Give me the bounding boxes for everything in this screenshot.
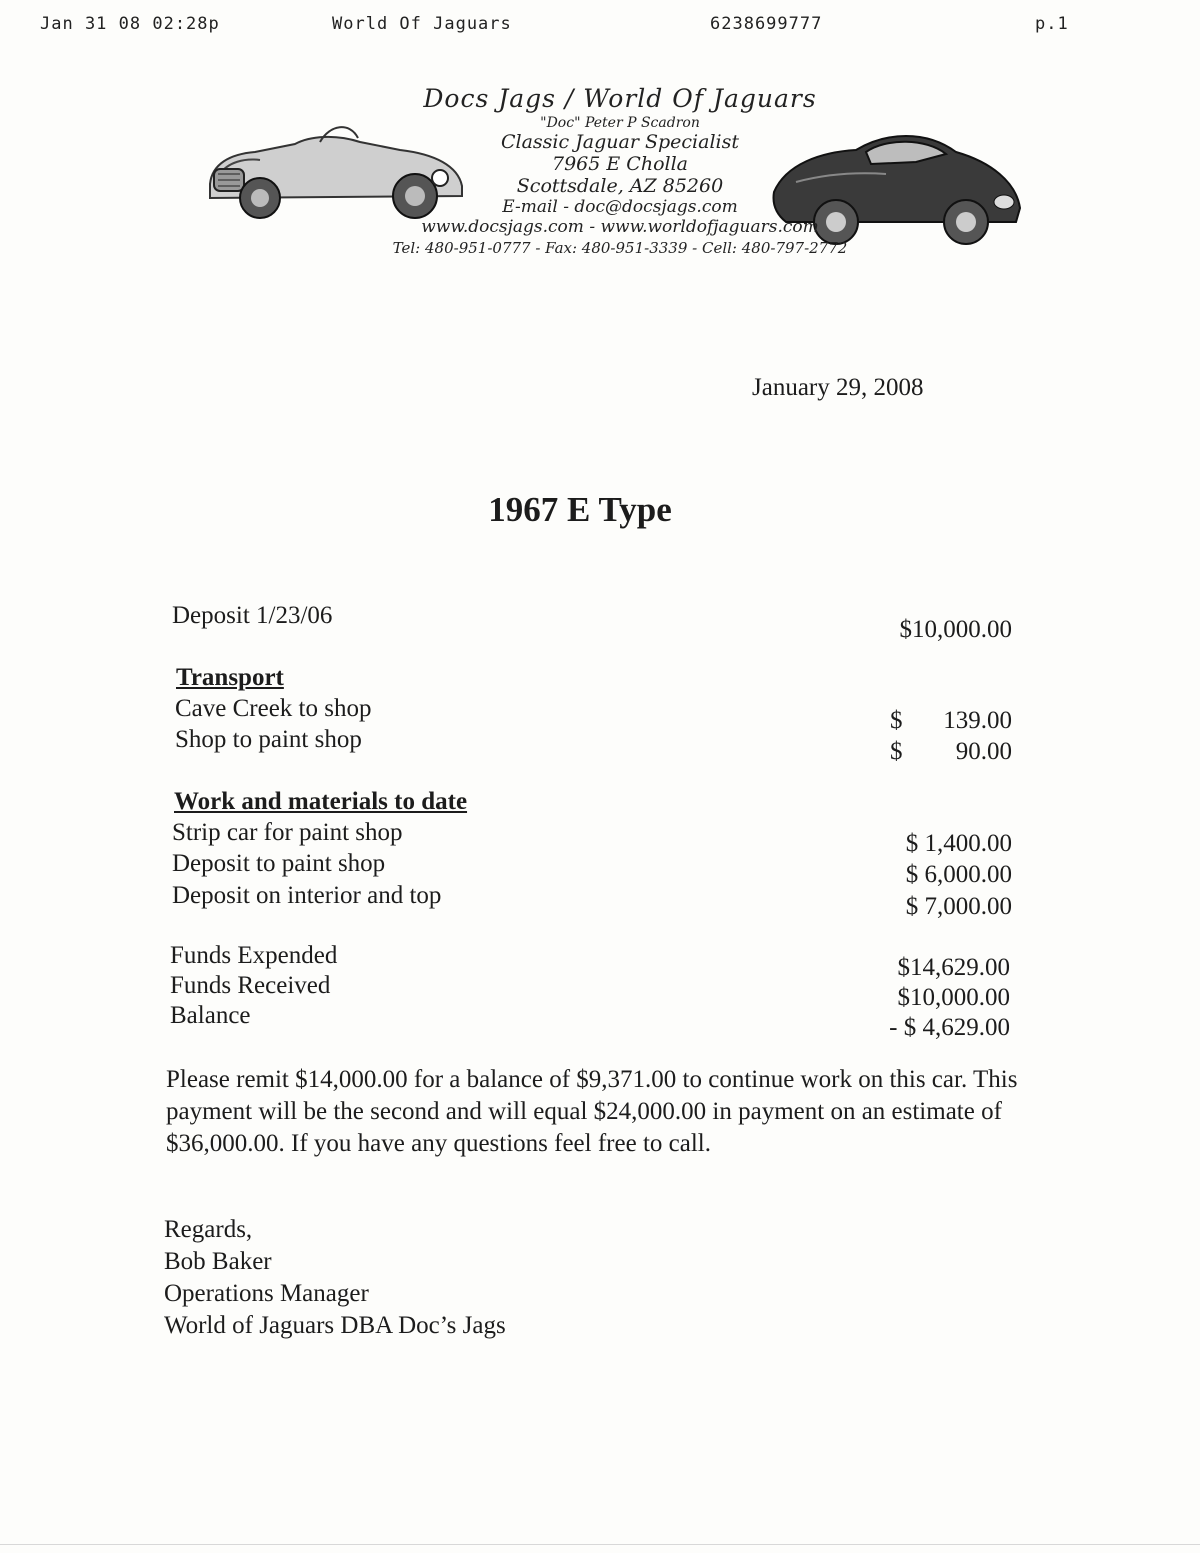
fax-header bbox=[40, 14, 1170, 38]
closing-salutation: Regards, bbox=[164, 1216, 253, 1243]
websites-line: www.docsjags.com - www.worldofjaguars.com bbox=[421, 217, 819, 237]
summary-item-amount: $10,000.00 bbox=[897, 984, 1010, 1011]
payment-request-paragraph: Please remit $14,000.00 for a balance of $9,371.00 to continue work on this car. This payment will be the second and will equal $24,000.00 in payment on an estimate of $36,000.00. If you have any questions feel free to call. bbox=[166, 1066, 1018, 1157]
fax-phone: 6238699777 bbox=[710, 14, 823, 34]
letter-date: January 29, 2008 bbox=[752, 374, 924, 401]
address-street: 7965 E Cholla bbox=[552, 153, 688, 175]
work-item-amount: $ 7,000.00 bbox=[905, 893, 1012, 920]
summary-item-label: Funds Expended bbox=[170, 942, 338, 969]
work-item-label: Deposit to paint shop bbox=[172, 850, 386, 877]
summary-item-amount: $14,629.00 bbox=[897, 954, 1010, 981]
work-item-amount: $ 1,400.00 bbox=[905, 830, 1012, 857]
email-line: E-mail - doc@docsjags.com bbox=[502, 197, 738, 217]
deposit-amount: $10,000.00 bbox=[899, 616, 1012, 643]
transport-item-amount: 139.00 bbox=[943, 707, 1012, 734]
summary-item-label: Funds Received bbox=[170, 972, 331, 999]
signer-name: Bob Baker bbox=[164, 1248, 272, 1275]
closing-block bbox=[164, 1214, 506, 1342]
company-name: Docs Jags / World Of Jaguars bbox=[423, 84, 817, 113]
signer-role: Operations Manager bbox=[164, 1280, 369, 1307]
fax-page-number: p.1 bbox=[1035, 14, 1069, 34]
transport-item-label: Cave Creek to shop bbox=[175, 695, 372, 722]
work-item-amount: $ 6,000.00 bbox=[905, 861, 1012, 888]
signer-company: World of Jaguars DBA Doc’s Jags bbox=[164, 1312, 506, 1339]
fax-sender: World Of Jaguars bbox=[332, 14, 512, 34]
work-item-label: Deposit on interior and top bbox=[172, 882, 442, 909]
letterhead bbox=[200, 84, 1040, 294]
balance-amount: - $ 4,629.00 bbox=[889, 1014, 1010, 1041]
deposit-label: Deposit 1/23/06 bbox=[172, 602, 333, 629]
work-item-label: Strip car for paint shop bbox=[172, 819, 403, 846]
work-heading: Work and materials to date bbox=[174, 788, 468, 815]
letterhead-text bbox=[200, 84, 1040, 257]
address-city: Scottsdale, AZ 85260 bbox=[516, 175, 724, 197]
scan-edge-divider bbox=[0, 1544, 1200, 1545]
summary-item-label: Balance bbox=[170, 1002, 251, 1029]
fax-date-time: Jan 31 08 02:28p bbox=[40, 14, 220, 34]
transport-item-currency: $ bbox=[890, 738, 903, 765]
transport-item-currency: $ bbox=[890, 707, 903, 734]
document-title: 1967 E Type bbox=[488, 490, 672, 529]
specialty: Classic Jaguar Specialist bbox=[500, 131, 739, 153]
transport-item-label: Shop to paint shop bbox=[175, 726, 362, 753]
transport-heading: Transport bbox=[176, 664, 284, 691]
transport-item-amount: 90.00 bbox=[955, 738, 1012, 765]
phone-numbers-line: Tel: 480-951-0777 - Fax: 480-951-3339 - Cell: 480-797-2772 bbox=[392, 239, 848, 257]
owner-name: "Doc" Peter P Scadron bbox=[540, 115, 700, 131]
